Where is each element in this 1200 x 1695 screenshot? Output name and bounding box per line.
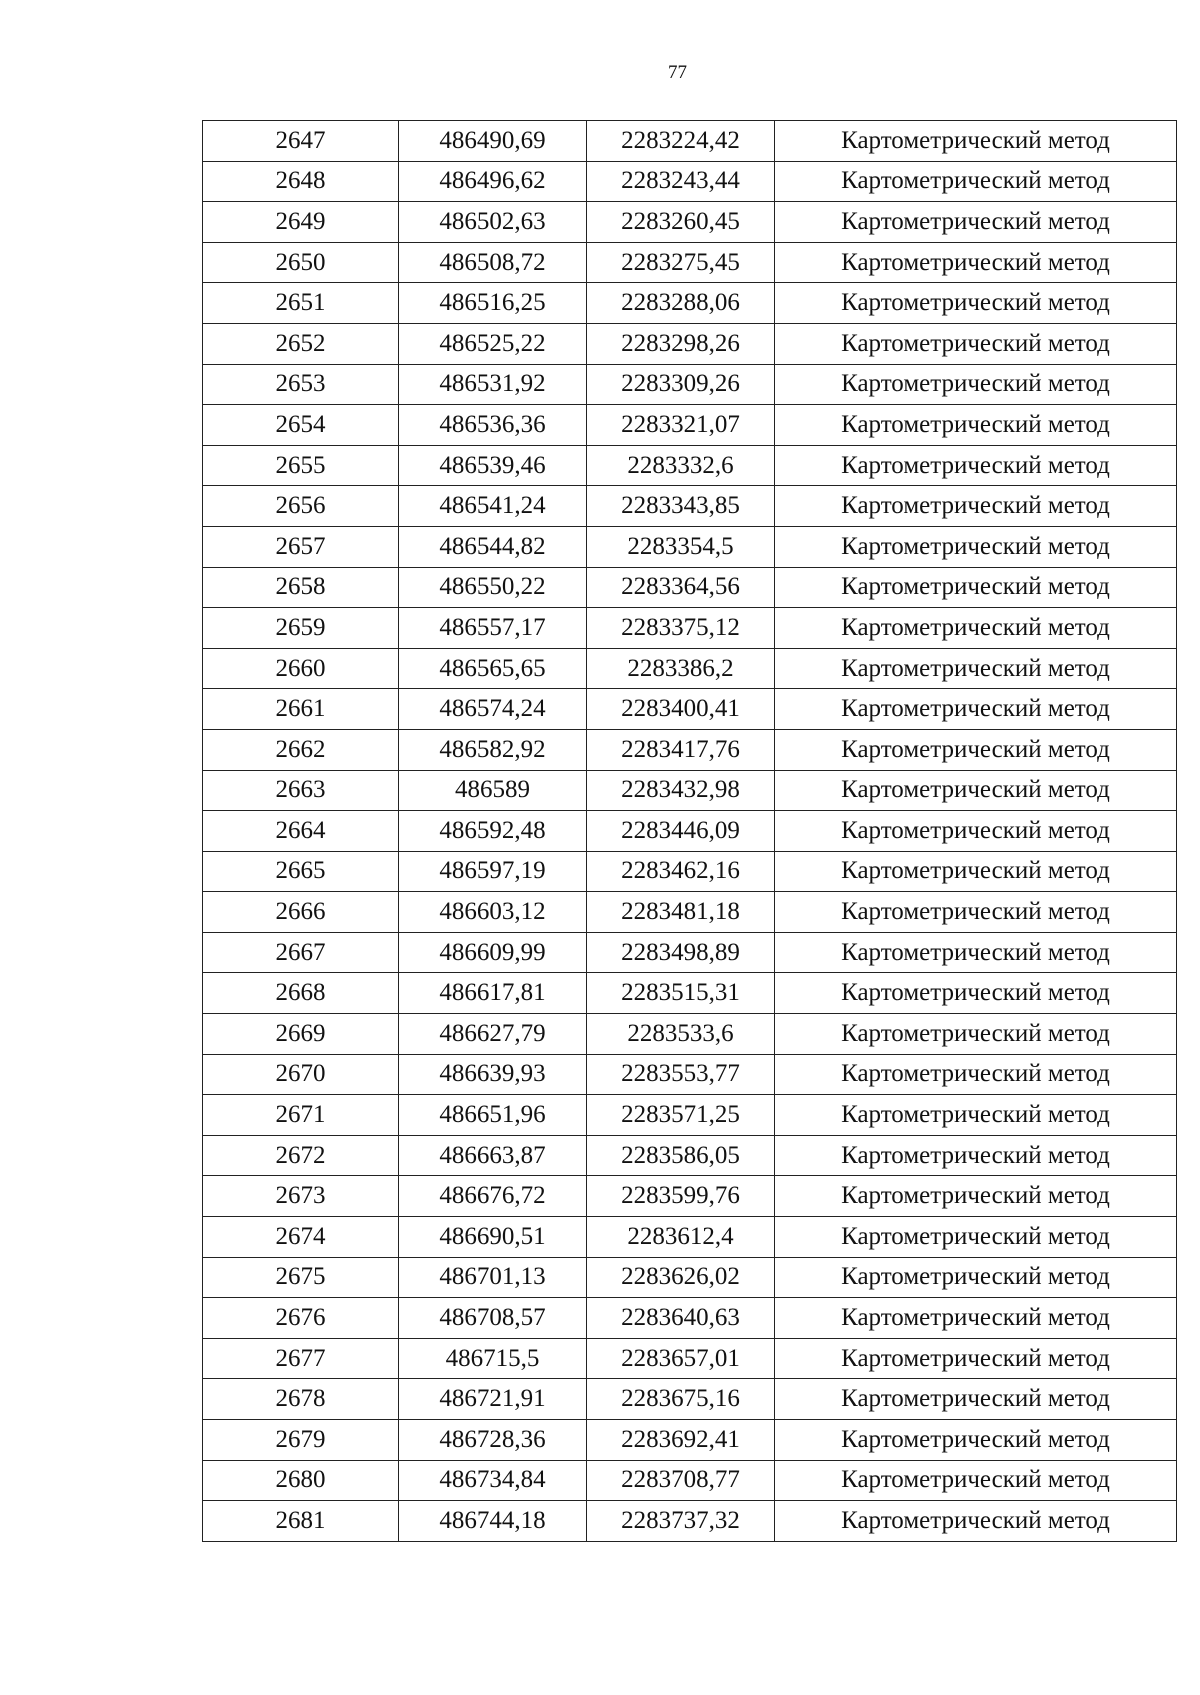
point-number-cell: 2656 bbox=[203, 486, 399, 527]
point-number-cell: 2662 bbox=[203, 729, 399, 770]
point-number-cell: 2674 bbox=[203, 1217, 399, 1258]
y-coordinate-cell: 2283400,41 bbox=[587, 689, 775, 730]
point-number-cell: 2671 bbox=[203, 1095, 399, 1136]
method-cell: Картометрический метод bbox=[775, 851, 1177, 892]
point-number-cell: 2670 bbox=[203, 1054, 399, 1095]
point-number-cell: 2681 bbox=[203, 1501, 399, 1542]
method-cell: Картометрический метод bbox=[775, 364, 1177, 405]
point-number-cell: 2664 bbox=[203, 811, 399, 852]
y-coordinate-cell: 2283657,01 bbox=[587, 1338, 775, 1379]
y-coordinate-cell: 2283737,32 bbox=[587, 1501, 775, 1542]
method-cell: Картометрический метод bbox=[775, 973, 1177, 1014]
table-row bbox=[203, 608, 1177, 649]
x-coordinate-cell: 486541,24 bbox=[399, 486, 587, 527]
x-coordinate-cell: 486701,13 bbox=[399, 1257, 587, 1298]
x-coordinate-cell: 486508,72 bbox=[399, 242, 587, 283]
method-cell: Картометрический метод bbox=[775, 1217, 1177, 1258]
x-coordinate-cell: 486574,24 bbox=[399, 689, 587, 730]
y-coordinate-cell: 2283626,02 bbox=[587, 1257, 775, 1298]
method-cell: Картометрический метод bbox=[775, 932, 1177, 973]
point-number-cell: 2658 bbox=[203, 567, 399, 608]
x-coordinate-cell: 486539,46 bbox=[399, 445, 587, 486]
table-row bbox=[203, 202, 1177, 243]
y-coordinate-cell: 2283375,12 bbox=[587, 608, 775, 649]
y-coordinate-cell: 2283260,45 bbox=[587, 202, 775, 243]
point-number-cell: 2667 bbox=[203, 932, 399, 973]
point-number-cell: 2676 bbox=[203, 1298, 399, 1339]
y-coordinate-cell: 2283553,77 bbox=[587, 1054, 775, 1095]
y-coordinate-cell: 2283462,16 bbox=[587, 851, 775, 892]
coordinates-table bbox=[202, 120, 1177, 1542]
method-cell: Картометрический метод bbox=[775, 1257, 1177, 1298]
table-row bbox=[203, 1135, 1177, 1176]
y-coordinate-cell: 2283708,77 bbox=[587, 1460, 775, 1501]
x-coordinate-cell: 486536,36 bbox=[399, 405, 587, 446]
x-coordinate-cell: 486597,19 bbox=[399, 851, 587, 892]
y-coordinate-cell: 2283586,05 bbox=[587, 1135, 775, 1176]
y-coordinate-cell: 2283321,07 bbox=[587, 405, 775, 446]
point-number-cell: 2677 bbox=[203, 1338, 399, 1379]
table-row bbox=[203, 1379, 1177, 1420]
method-cell: Картометрический метод bbox=[775, 608, 1177, 649]
point-number-cell: 2659 bbox=[203, 608, 399, 649]
table-row bbox=[203, 1257, 1177, 1298]
method-cell: Картометрический метод bbox=[775, 283, 1177, 324]
method-cell: Картометрический метод bbox=[775, 202, 1177, 243]
y-coordinate-cell: 2283343,85 bbox=[587, 486, 775, 527]
table-row bbox=[203, 851, 1177, 892]
point-number-cell: 2649 bbox=[203, 202, 399, 243]
method-cell: Картометрический метод bbox=[775, 1095, 1177, 1136]
point-number-cell: 2652 bbox=[203, 323, 399, 364]
table-row bbox=[203, 932, 1177, 973]
y-coordinate-cell: 2283599,76 bbox=[587, 1176, 775, 1217]
x-coordinate-cell: 486496,62 bbox=[399, 161, 587, 202]
x-coordinate-cell: 486582,92 bbox=[399, 729, 587, 770]
table-row bbox=[203, 1460, 1177, 1501]
table-row bbox=[203, 1501, 1177, 1542]
x-coordinate-cell: 486516,25 bbox=[399, 283, 587, 324]
method-cell: Картометрический метод bbox=[775, 1054, 1177, 1095]
x-coordinate-cell: 486728,36 bbox=[399, 1420, 587, 1461]
table-row bbox=[203, 161, 1177, 202]
y-coordinate-cell: 2283332,6 bbox=[587, 445, 775, 486]
point-number-cell: 2665 bbox=[203, 851, 399, 892]
table-row bbox=[203, 1338, 1177, 1379]
point-number-cell: 2653 bbox=[203, 364, 399, 405]
x-coordinate-cell: 486589 bbox=[399, 770, 587, 811]
method-cell: Картометрический метод bbox=[775, 689, 1177, 730]
table-row bbox=[203, 892, 1177, 933]
method-cell: Картометрический метод bbox=[775, 811, 1177, 852]
table-row bbox=[203, 1014, 1177, 1055]
y-coordinate-cell: 2283298,26 bbox=[587, 323, 775, 364]
x-coordinate-cell: 486557,17 bbox=[399, 608, 587, 649]
method-cell: Картометрический метод bbox=[775, 526, 1177, 567]
page-number: 77 bbox=[668, 62, 687, 83]
x-coordinate-cell: 486550,22 bbox=[399, 567, 587, 608]
y-coordinate-cell: 2283481,18 bbox=[587, 892, 775, 933]
x-coordinate-cell: 486651,96 bbox=[399, 1095, 587, 1136]
x-coordinate-cell: 486663,87 bbox=[399, 1135, 587, 1176]
x-coordinate-cell: 486617,81 bbox=[399, 973, 587, 1014]
y-coordinate-cell: 2283275,45 bbox=[587, 242, 775, 283]
method-cell: Картометрический метод bbox=[775, 567, 1177, 608]
y-coordinate-cell: 2283515,31 bbox=[587, 973, 775, 1014]
y-coordinate-cell: 2283354,5 bbox=[587, 526, 775, 567]
x-coordinate-cell: 486627,79 bbox=[399, 1014, 587, 1055]
method-cell: Картометрический метод bbox=[775, 1338, 1177, 1379]
method-cell: Картометрический метод bbox=[775, 729, 1177, 770]
table-row bbox=[203, 445, 1177, 486]
x-coordinate-cell: 486592,48 bbox=[399, 811, 587, 852]
table-row bbox=[203, 1054, 1177, 1095]
x-coordinate-cell: 486490,69 bbox=[399, 121, 587, 162]
x-coordinate-cell: 486639,93 bbox=[399, 1054, 587, 1095]
point-number-cell: 2660 bbox=[203, 648, 399, 689]
point-number-cell: 2654 bbox=[203, 405, 399, 446]
x-coordinate-cell: 486690,51 bbox=[399, 1217, 587, 1258]
point-number-cell: 2663 bbox=[203, 770, 399, 811]
method-cell: Картометрический метод bbox=[775, 121, 1177, 162]
x-coordinate-cell: 486502,63 bbox=[399, 202, 587, 243]
y-coordinate-cell: 2283224,42 bbox=[587, 121, 775, 162]
y-coordinate-cell: 2283675,16 bbox=[587, 1379, 775, 1420]
table-row bbox=[203, 364, 1177, 405]
method-cell: Картометрический метод bbox=[775, 242, 1177, 283]
method-cell: Картометрический метод bbox=[775, 1501, 1177, 1542]
y-coordinate-cell: 2283432,98 bbox=[587, 770, 775, 811]
point-number-cell: 2657 bbox=[203, 526, 399, 567]
x-coordinate-cell: 486603,12 bbox=[399, 892, 587, 933]
table-row bbox=[203, 1176, 1177, 1217]
point-number-cell: 2680 bbox=[203, 1460, 399, 1501]
y-coordinate-cell: 2283243,44 bbox=[587, 161, 775, 202]
method-cell: Картометрический метод bbox=[775, 892, 1177, 933]
y-coordinate-cell: 2283612,4 bbox=[587, 1217, 775, 1258]
x-coordinate-cell: 486565,65 bbox=[399, 648, 587, 689]
point-number-cell: 2648 bbox=[203, 161, 399, 202]
y-coordinate-cell: 2283446,09 bbox=[587, 811, 775, 852]
table-row bbox=[203, 242, 1177, 283]
coordinates-table-wrapper bbox=[202, 120, 1176, 1542]
method-cell: Картометрический метод bbox=[775, 323, 1177, 364]
y-coordinate-cell: 2283571,25 bbox=[587, 1095, 775, 1136]
x-coordinate-cell: 486708,57 bbox=[399, 1298, 587, 1339]
table-row bbox=[203, 648, 1177, 689]
x-coordinate-cell: 486734,84 bbox=[399, 1460, 587, 1501]
y-coordinate-cell: 2283640,63 bbox=[587, 1298, 775, 1339]
x-coordinate-cell: 486525,22 bbox=[399, 323, 587, 364]
y-coordinate-cell: 2283533,6 bbox=[587, 1014, 775, 1055]
point-number-cell: 2669 bbox=[203, 1014, 399, 1055]
method-cell: Картометрический метод bbox=[775, 405, 1177, 446]
method-cell: Картометрический метод bbox=[775, 161, 1177, 202]
table-row bbox=[203, 1095, 1177, 1136]
method-cell: Картометрический метод bbox=[775, 1298, 1177, 1339]
point-number-cell: 2661 bbox=[203, 689, 399, 730]
table-row bbox=[203, 973, 1177, 1014]
point-number-cell: 2655 bbox=[203, 445, 399, 486]
y-coordinate-cell: 2283309,26 bbox=[587, 364, 775, 405]
coordinates-table-body bbox=[203, 121, 1177, 1542]
method-cell: Картометрический метод bbox=[775, 1014, 1177, 1055]
point-number-cell: 2650 bbox=[203, 242, 399, 283]
point-number-cell: 2651 bbox=[203, 283, 399, 324]
table-row bbox=[203, 526, 1177, 567]
table-row bbox=[203, 811, 1177, 852]
method-cell: Картометрический метод bbox=[775, 1460, 1177, 1501]
method-cell: Картометрический метод bbox=[775, 1176, 1177, 1217]
point-number-cell: 2679 bbox=[203, 1420, 399, 1461]
x-coordinate-cell: 486544,82 bbox=[399, 526, 587, 567]
point-number-cell: 2668 bbox=[203, 973, 399, 1014]
x-coordinate-cell: 486609,99 bbox=[399, 932, 587, 973]
method-cell: Картометрический метод bbox=[775, 1379, 1177, 1420]
y-coordinate-cell: 2283364,56 bbox=[587, 567, 775, 608]
method-cell: Картометрический метод bbox=[775, 445, 1177, 486]
y-coordinate-cell: 2283692,41 bbox=[587, 1420, 775, 1461]
point-number-cell: 2673 bbox=[203, 1176, 399, 1217]
x-coordinate-cell: 486744,18 bbox=[399, 1501, 587, 1542]
table-row bbox=[203, 283, 1177, 324]
x-coordinate-cell: 486531,92 bbox=[399, 364, 587, 405]
point-number-cell: 2666 bbox=[203, 892, 399, 933]
y-coordinate-cell: 2283498,89 bbox=[587, 932, 775, 973]
method-cell: Картометрический метод bbox=[775, 486, 1177, 527]
table-row bbox=[203, 121, 1177, 162]
x-coordinate-cell: 486721,91 bbox=[399, 1379, 587, 1420]
method-cell: Картометрический метод bbox=[775, 770, 1177, 811]
table-row bbox=[203, 567, 1177, 608]
table-row bbox=[203, 323, 1177, 364]
y-coordinate-cell: 2283288,06 bbox=[587, 283, 775, 324]
table-row bbox=[203, 1217, 1177, 1258]
table-row bbox=[203, 1420, 1177, 1461]
y-coordinate-cell: 2283417,76 bbox=[587, 729, 775, 770]
x-coordinate-cell: 486715,5 bbox=[399, 1338, 587, 1379]
table-row bbox=[203, 770, 1177, 811]
point-number-cell: 2678 bbox=[203, 1379, 399, 1420]
table-row bbox=[203, 405, 1177, 446]
table-row bbox=[203, 1298, 1177, 1339]
point-number-cell: 2647 bbox=[203, 121, 399, 162]
table-row bbox=[203, 486, 1177, 527]
method-cell: Картометрический метод bbox=[775, 648, 1177, 689]
point-number-cell: 2675 bbox=[203, 1257, 399, 1298]
table-row bbox=[203, 729, 1177, 770]
table-row bbox=[203, 689, 1177, 730]
x-coordinate-cell: 486676,72 bbox=[399, 1176, 587, 1217]
method-cell: Картометрический метод bbox=[775, 1420, 1177, 1461]
point-number-cell: 2672 bbox=[203, 1135, 399, 1176]
method-cell: Картометрический метод bbox=[775, 1135, 1177, 1176]
y-coordinate-cell: 2283386,2 bbox=[587, 648, 775, 689]
